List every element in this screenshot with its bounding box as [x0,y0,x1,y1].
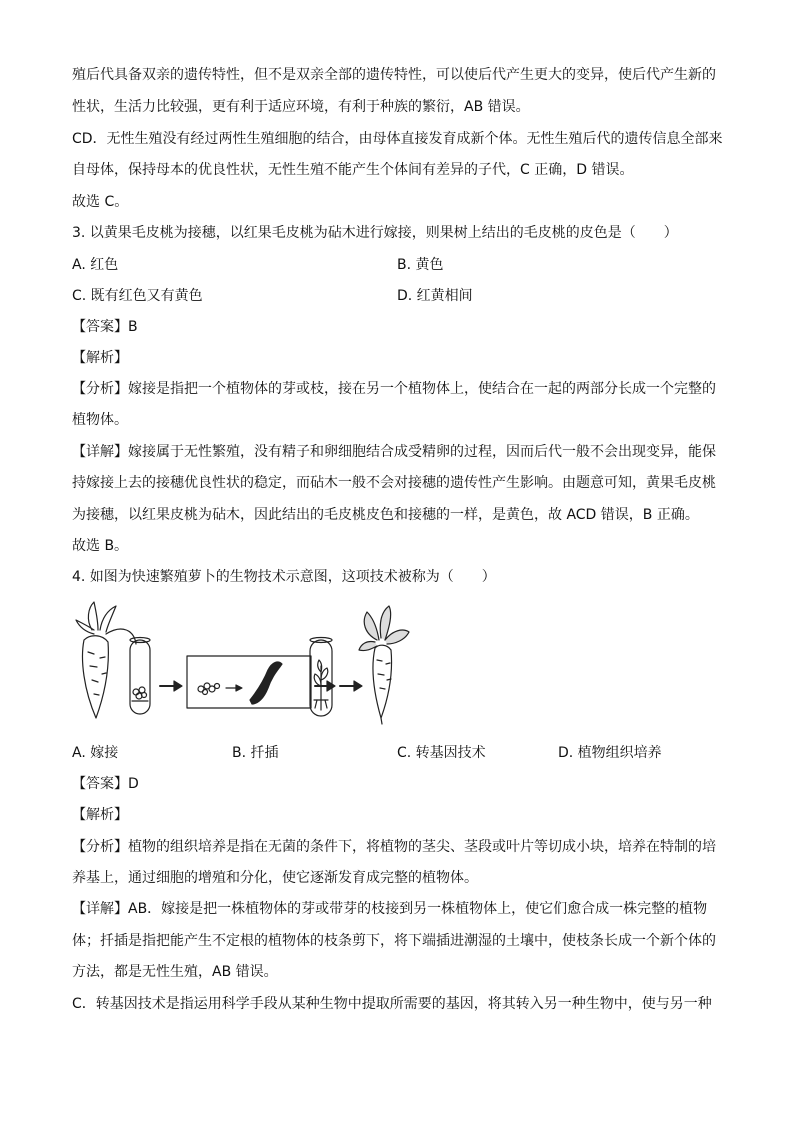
test-tube-plantlet-icon [310,638,332,717]
q3-conclusion: 故选 B。 [72,538,129,554]
q3-detail: 为接穗，以红果皮桃为砧木，因此结出的毛皮桃皮色和接穗的一样，是黄色，故 ACD 错误，B 正确。 [72,507,699,523]
question-3-stem: 3. 以黄果毛皮桃为接穗，以红果毛皮桃为砧木进行嫁接，则果树上结出的毛皮桃的皮色是（ ） [72,225,678,241]
q4-option-b: B. 扦插 [232,745,279,761]
q3-option-b: B. 黄色 [397,257,444,273]
q3-detail: 【详解】嫁接属于无性繁殖，没有精子和卵细胞结合成受精卵的过程，因而后代一般不会出现变异，能保 [72,444,716,460]
q3-option-a: A. 红色 [72,257,119,273]
radish-icon [76,602,136,718]
q4-analysis: 养基上，通过细胞的增殖和分化，使它逐渐发育成完整的植物体。 [72,870,478,886]
q4-detail: 【详解】AB．嫁接是把一株植物体的芽或带芽的枝接到另一株植物体上，使它们愈合成一株完整的植物 [72,901,708,917]
paragraph-line: 故选 C。 [72,194,129,210]
q4-answer: 【答案】D [72,776,139,792]
q4-option-a: A. 嫁接 [72,745,119,761]
radish-mature-icon [355,600,415,725]
q3-option-d: D. 红黄相间 [397,288,473,304]
q3-answer: 【答案】B [72,319,138,335]
q4-analysis-label: 【解析】 [72,807,128,823]
question-4-stem: 4. 如图为快速繁殖萝卜的生物技术示意图，这项技术被称为（ ） [72,569,496,585]
q3-analysis-label: 【解析】 [72,350,128,366]
q4-option-c: C. 转基因技术 [397,745,486,761]
q3-detail: 持嫁接上去的接穗优良性状的稳定，而砧木一般不会对接穗的遗传性产生影响。由题意可知，黄果毛皮桃 [72,475,716,491]
paragraph-line: 性状，生活力比较强，更有利于适应环境，有利于种族的繁衍，AB 错误。 [72,99,530,115]
q3-analysis: 植物体。 [72,412,128,428]
q3-option-c: C. 既有红色又有黄色 [72,288,203,304]
paragraph-line: 自母体，保持母本的优良性状，无性生殖不能产生个体间有差异的子代，C 正确，D 错误。 [72,162,634,178]
q3-analysis: 【分析】嫁接是指把一个植物体的芽或枝，接在另一个植物体上，使结合在一起的两部分长成一个完整的 [72,381,716,397]
q4-analysis: 【分析】植物的组织培养是指在无菌的条件下，将植物的茎尖、茎段或叶片等切成小块，培养在特制的培 [72,839,716,855]
q4-option-d: D. 植物组织培养 [558,745,662,761]
paragraph-line: CD．无性生殖没有经过两性生殖细胞的结合，由母体直接发育成新个体。无性生殖后代的遗传信息全部来 [72,131,723,147]
q4-detail: C．转基因技术是指运用科学手段从某种生物中提取所需要的基因，将其转入另一种生物中，使与另一种 [72,996,712,1012]
q4-detail: 方法，都是无性生殖，AB 错误。 [72,964,278,980]
paragraph-line: 殖后代具备双亲的遗传特性，但不是双亲全部的遗传特性，可以使后代产生更大的变异，使后代产生新的 [72,67,716,83]
culture-dish-icon [187,656,311,708]
q4-detail: 体；扦插是指把能产生不定根的植物体的枝条剪下，将下端插进潮湿的土壤中，使枝条长成一个新个体的 [72,933,716,949]
test-tube-icon [130,638,150,715]
